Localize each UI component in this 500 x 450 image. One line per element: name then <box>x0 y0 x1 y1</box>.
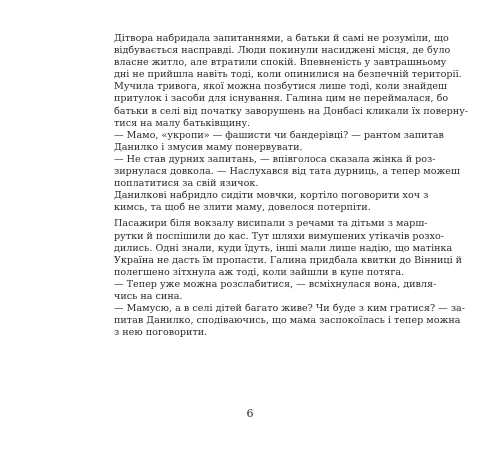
text-line: питав Данилко, сподіваючись, що мама заспокоїлась і тепер можна <box>114 315 461 327</box>
text-line: притулок і засоби для існування. Галина цим не переймалася, бо <box>114 93 449 105</box>
page-number: 6 <box>246 407 254 420</box>
text-line: кимсь, та щоб не злити маму, довелося потерпіти. <box>114 202 371 214</box>
paragraph-4 <box>114 190 429 214</box>
text-line: поплатитися за свій язичок. <box>114 178 259 190</box>
paragraph-5 <box>114 218 463 278</box>
text-line: власне житло, але втратили спокій. Впевненість у завтрашньому <box>114 57 447 69</box>
text-line: Мучила тривога, якої можна позбутися лише тоді, коли знайдеш <box>114 81 447 93</box>
text-line: Пасажири біля вокзалу висипали з речами та дітьми з марш- <box>114 218 428 230</box>
text-line: рутки й поспішили до кас. Тут шляхи вимушених утікачів розхо- <box>114 230 445 242</box>
text-line: — Мамо, «укропи» — фашисти чи бандерівці? — рантом запитав <box>114 129 444 141</box>
text-line: дні не прийшла навіть тоді, коли опинилися на безпечній території. <box>114 69 462 81</box>
body-text <box>114 33 469 339</box>
text-line: дились. Одні знали, куди їдуть, інші мали лише надію, що матінка <box>114 242 453 254</box>
text-line: — Тепер уже можна розслабитися, — всміхнулася вона, дивля- <box>114 278 437 290</box>
text-line: батьки в селі від початку заворушень на Донбасі кликали їх поверну- <box>114 105 469 117</box>
text-line: відбувається насправді. Люди покинули насиджені місця, де було <box>114 45 451 57</box>
text-line: Данилкові набридло сидіти мовчки, кортіло поговорити хоч з <box>114 190 429 202</box>
paragraph-6 <box>114 278 437 303</box>
text-line: з нею поговорити. <box>114 327 208 339</box>
text-line: Данилко і змусив маму понервувати. <box>114 141 303 153</box>
text-line: чись на сина. <box>114 290 183 302</box>
text-line: — Мамусю, а в селі дітей багато живе? Чи буде з ким гратися? — за- <box>114 303 466 315</box>
paragraph-1 <box>114 33 469 130</box>
text-line: Дітвора набридала запитаннями, а батьки й самі не розуміли, що <box>114 33 449 44</box>
paragraph-3 <box>114 153 460 190</box>
text-line: зирнулася довкола. — Наслухався від тата дурниць, а тепер можеш <box>114 166 460 178</box>
paragraph-7 <box>114 303 466 339</box>
text-line: Україна не дасть їм пропасти. Галина придбала квитки до Вінниці й <box>114 254 463 266</box>
text-line: полегшено зітхнула аж тоді, коли зайшли в купе потяга. <box>114 266 405 278</box>
text-line: — Не став дурних запитань, — впівголоса сказала жінка й роз- <box>114 153 436 165</box>
paragraph-2 <box>114 129 444 154</box>
text-line: тися на малу батьківщину. <box>114 117 251 129</box>
